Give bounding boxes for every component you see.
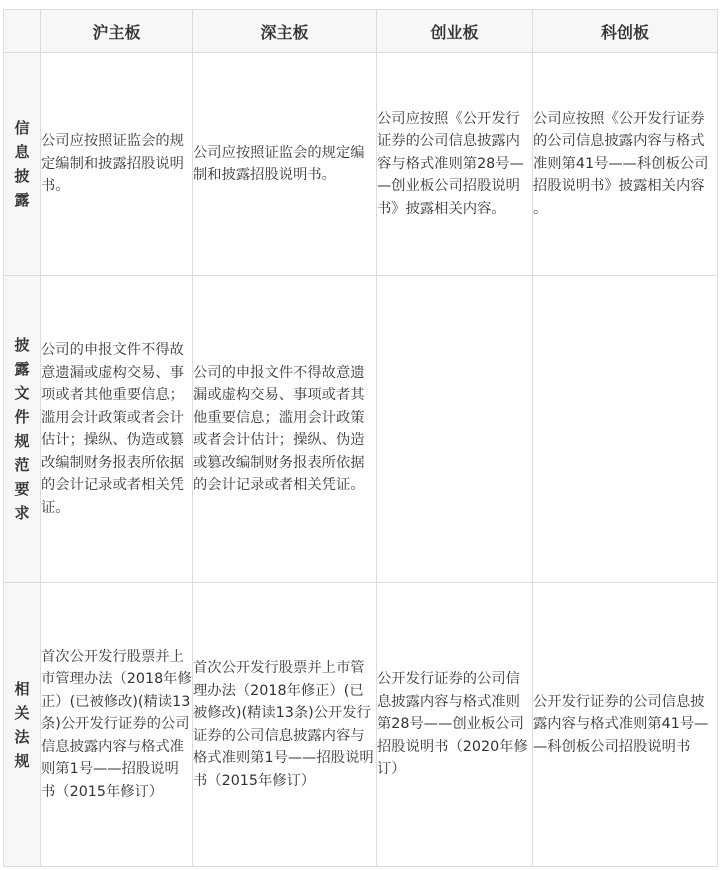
table-cell: 公开发行证券的公司信息披露内容与格式准则第28号——创业板公司招股说明书（2020年修订） [377, 583, 533, 867]
table-cell: 公司应按照《公开发行证券的公司信息披露内容与格式准则第41号——科创板公司招股说明书》披露相关内容。 [533, 53, 718, 276]
table-cell: 首次公开发行股票并上市管理办法（2018年修正）(已被修改)(精读13条)公开发行证券的公司信息披露内容与格式准则第1号——招股说明书（2015年修订） [41, 583, 193, 867]
row-header-label: 信息披露 [14, 119, 30, 209]
table-cell: 公司的申报文件不得故意遗漏或虚构交易、事项或者其他重要信息；滥用会计政策或者会计估计；操纵、伪造或篡改编制财务报表所依据的会计记录或者相关凭证。 [193, 276, 377, 583]
row-header-cell [4, 583, 41, 867]
table-row-regulations [4, 583, 718, 867]
table-row-filing-requirements [4, 276, 718, 583]
column-header-star-market: 科创板 [533, 10, 718, 53]
table-row-info-disclosure [4, 53, 718, 276]
column-header-sh-main: 沪主板 [41, 10, 193, 53]
table-cell: 首次公开发行股票并上市管理办法（2018年修正）(已被修改)(精读13条)公开发行证券的公司信息披露内容与格式准则第1号——招股说明书（2015年修订） [193, 583, 377, 867]
table-cell [533, 276, 718, 583]
table-cell: 公司应按照证监会的规定编制和披露招股说明书。 [193, 53, 377, 276]
table-cell: 公开发行证券的公司信息披露内容与格式准则第41号——科创板公司招股说明书 [533, 583, 718, 867]
table-cell: 公司的申报文件不得故意遗漏或虚构交易、事项或者其他重要信息；滥用会计政策或者会计估计；操纵、伪造或篡改编制财务报表所依据的会计记录或者相关凭证。 [41, 276, 193, 583]
corner-header-cell [4, 10, 41, 53]
table-cell: 公司应按照《公开发行证券的公司信息披露内容与格式准则第28号——创业板公司招股说明书》披露相关内容。 [377, 53, 533, 276]
column-header-sz-main: 深主板 [193, 10, 377, 53]
table-cell [377, 276, 533, 583]
row-header-label: 披露文件规范要求 [14, 336, 30, 522]
comparison-table [3, 9, 718, 867]
table-cell: 公司应按照证监会的规定编制和披露招股说明书。 [41, 53, 193, 276]
row-header-label: 相关法规 [14, 679, 30, 770]
table-header-row [4, 10, 718, 53]
row-header-cell [4, 53, 41, 276]
column-header-chinext: 创业板 [377, 10, 533, 53]
row-header-cell [4, 276, 41, 583]
